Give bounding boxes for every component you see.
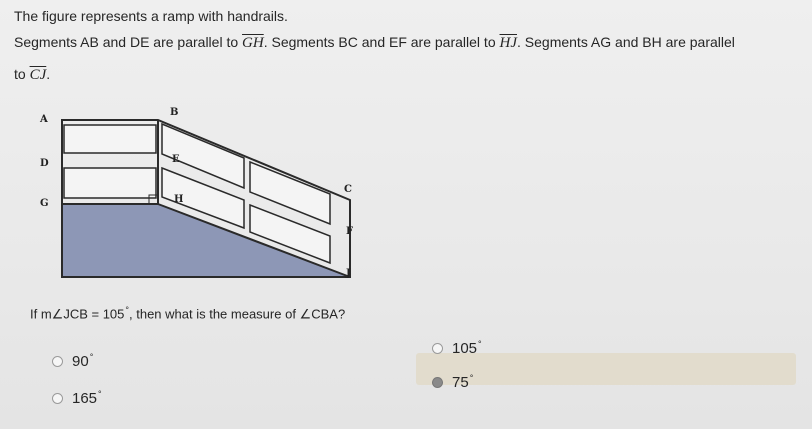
- label-d: D: [40, 158, 49, 169]
- label-j: J: [346, 268, 351, 279]
- prompt-part-a: If m: [30, 306, 52, 322]
- question-line-3-part-a: to: [14, 66, 30, 82]
- label-h: H: [174, 194, 184, 205]
- segment-hj: $\overline{HJ}$: [499, 35, 517, 51]
- option-label: 75°: [452, 373, 474, 391]
- question-line-1: The figure represents a ramp with handrails.: [14, 8, 288, 24]
- handrail-ab: [64, 125, 156, 153]
- prompt-part-b: , then what is the measure of: [129, 306, 300, 322]
- question-line-2-part-a: Segments AB and DE are parallel to: [14, 34, 243, 50]
- option-105[interactable]: [432, 335, 482, 361]
- option-label: 90°: [72, 352, 94, 370]
- prompt-angle-jcb: ∠JCB = 105: [51, 306, 125, 322]
- prompt-part-c: ?: [337, 306, 346, 322]
- label-g: G: [40, 198, 49, 209]
- question-line-2: [14, 34, 735, 52]
- label-e: E: [172, 154, 180, 165]
- radio-button[interactable]: [52, 356, 63, 367]
- radio-button[interactable]: [432, 343, 443, 354]
- segment-gh: $\overline{GH}$: [242, 35, 264, 51]
- label-c: C: [344, 184, 352, 195]
- ramp-diagram: [30, 100, 370, 290]
- radio-button-selected[interactable]: [432, 377, 443, 388]
- question-line-3-part-b: .: [46, 66, 51, 82]
- label-f: F: [346, 226, 354, 237]
- option-165[interactable]: [52, 385, 102, 411]
- option-label: 105°: [452, 339, 482, 357]
- question-line-2-part-b: . Segments BC and EF are parallel to: [263, 34, 500, 50]
- option-90[interactable]: [52, 348, 93, 374]
- prompt-angle-cba: ∠CBA: [299, 306, 338, 322]
- segment-cj: $\overline{CJ}$: [29, 67, 47, 83]
- option-75[interactable]: [432, 369, 473, 395]
- radio-button[interactable]: [52, 393, 63, 404]
- question-prompt: [30, 305, 345, 322]
- question-line-3: [14, 66, 50, 84]
- label-b: B: [170, 107, 179, 118]
- option-label: 165°: [72, 389, 102, 407]
- handrail-de: [64, 168, 156, 198]
- label-a: A: [40, 114, 48, 125]
- question-line-2-part-c: . Segments AG and BH are parallel: [517, 34, 735, 50]
- prompt-degree: °: [125, 305, 129, 315]
